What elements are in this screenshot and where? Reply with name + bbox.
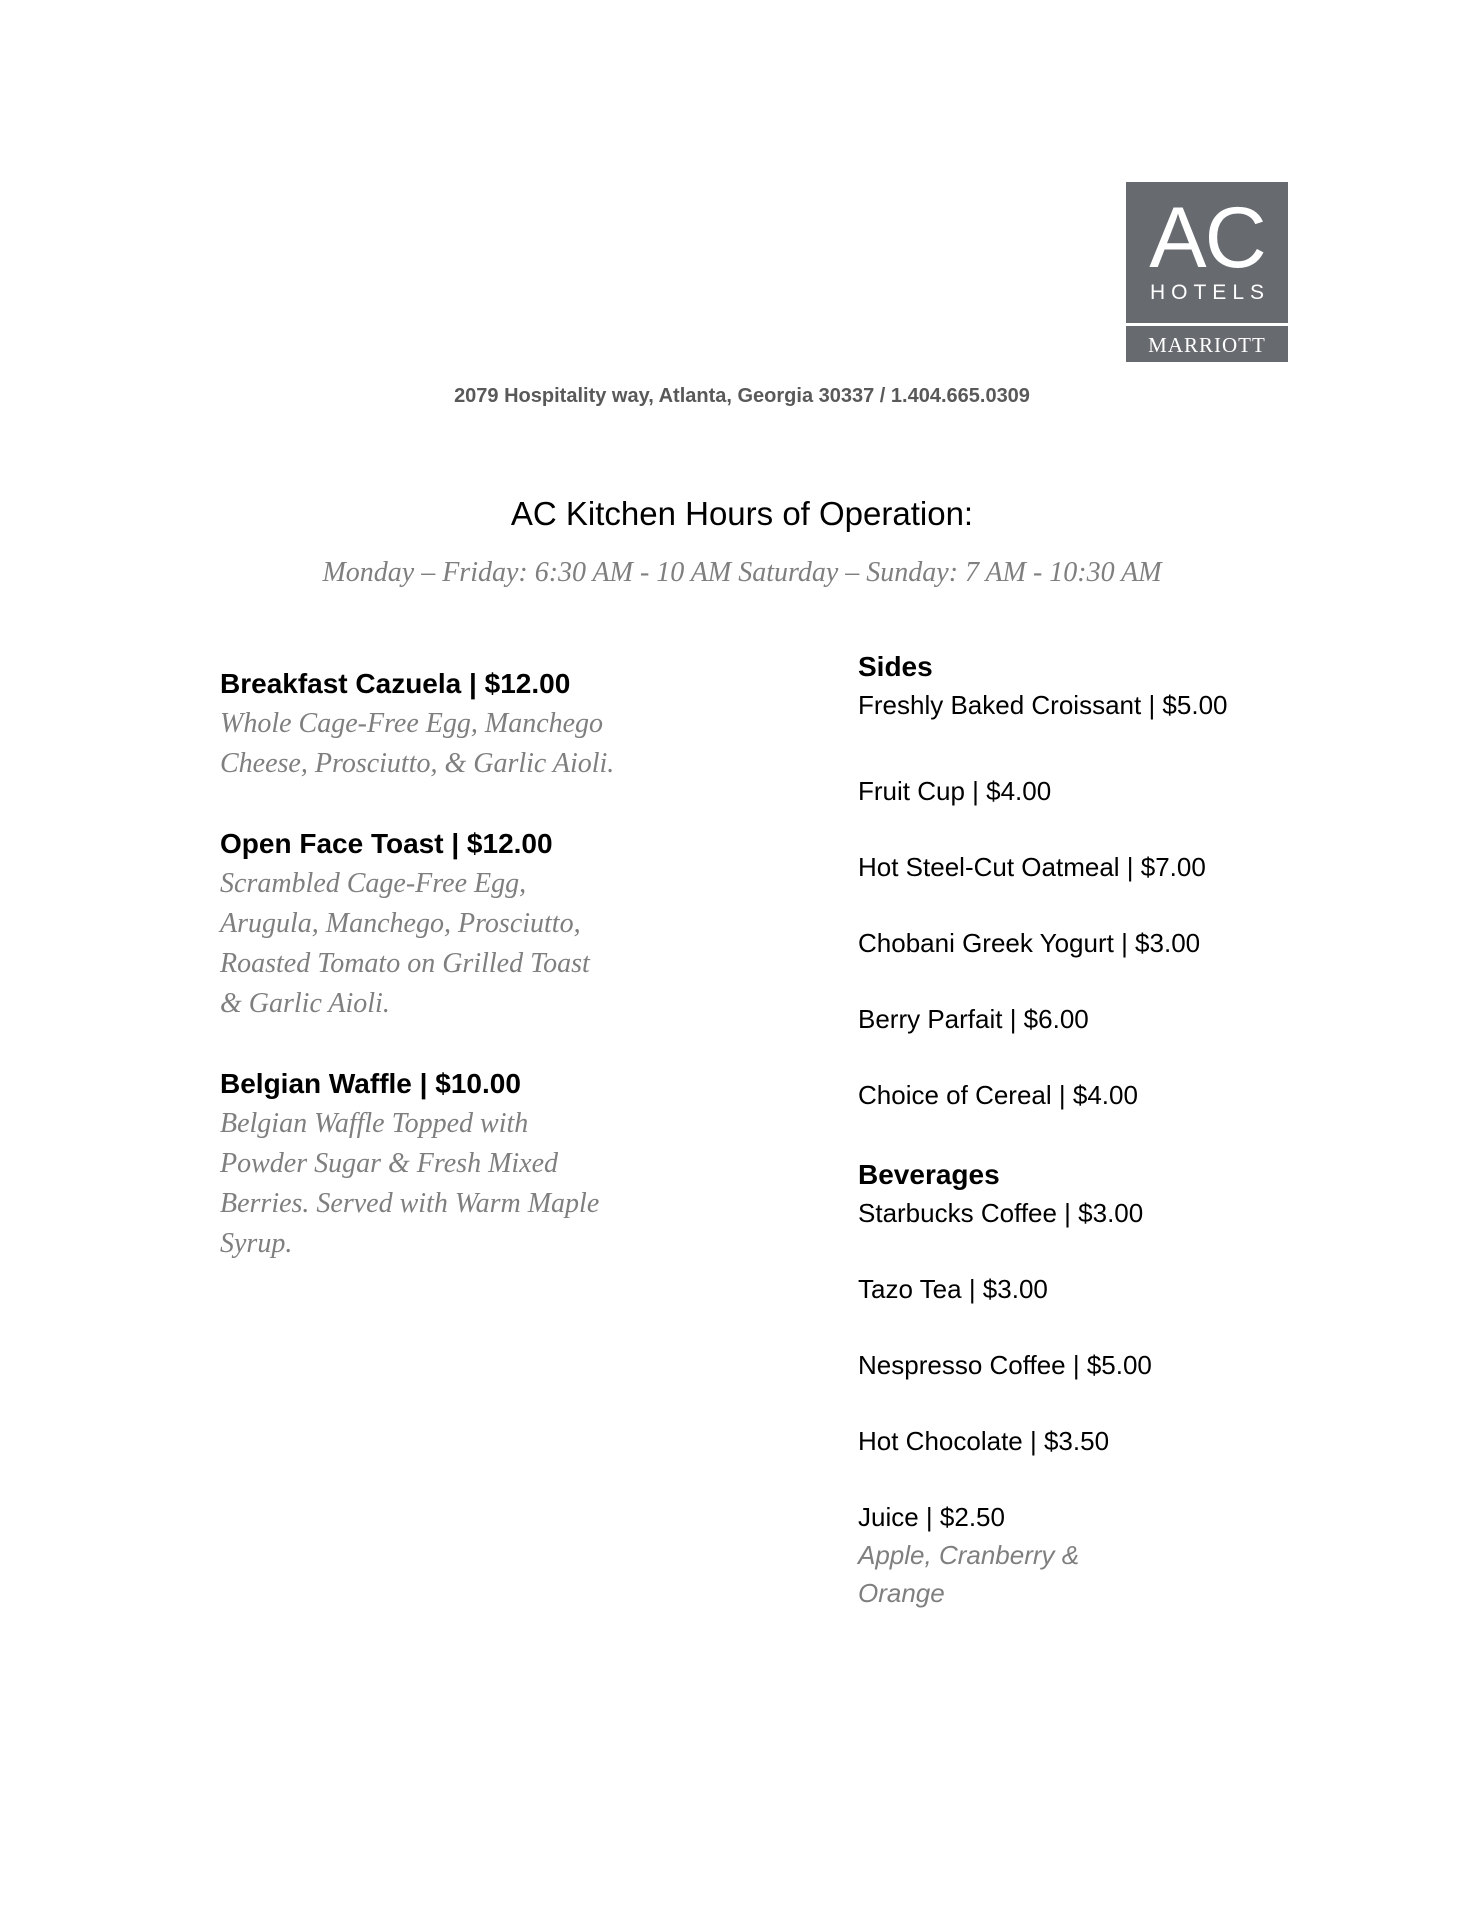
- menu-item-desc-line: Whole Cage-Free Egg, Manchego: [220, 708, 604, 739]
- menu-item-desc-line: Berries. Served with Warm Maple: [220, 1188, 600, 1219]
- side-item: Fruit Cup | $4.00: [858, 776, 1052, 806]
- logo-marriott-text: MARRIOTT: [1148, 333, 1266, 357]
- logo-divider: [1126, 323, 1288, 326]
- menu-item-desc-line: Roasted Tomato on Grilled Toast: [220, 948, 590, 979]
- hours-line: Monday – Friday: 6:30 AM - 10 AM Saturday – Sunday: 7 AM - 10:30 AM: [322, 557, 1162, 588]
- sides-heading: Sides: [858, 651, 933, 682]
- menu-item: [220, 824, 650, 1024]
- menu-item-desc-line: Powder Sugar & Fresh Mixed: [220, 1148, 559, 1179]
- sides-beverages-column: [858, 648, 1298, 1612]
- logo-ac-text: AC: [1149, 190, 1265, 286]
- beverage-item: Hot Chocolate | $3.50: [858, 1426, 1110, 1456]
- menu-item-title: Belgian Waffle | $10.00: [220, 1068, 521, 1099]
- sides-list: [858, 686, 1298, 1114]
- hotel-address: 2079 Hospitality way, Atlanta, Georgia 30337 / 1.404.665.0309: [454, 385, 1030, 407]
- menu-item-desc-line: & Garlic Aioli.: [220, 988, 390, 1019]
- beverage-item: Juice | $2.50: [858, 1502, 1005, 1532]
- hours-title: AC Kitchen Hours of Operation:: [510, 495, 974, 532]
- menu-item-title: Breakfast Cazuela | $12.00: [220, 668, 571, 699]
- beverages-list: [858, 1194, 1298, 1536]
- menu-item-desc-line: Arugula, Manchego, Prosciutto,: [220, 908, 581, 939]
- side-item: Freshly Baked Croissant | $5.00: [858, 690, 1228, 720]
- menu-item-desc-line: Scrambled Cage-Free Egg,: [220, 868, 527, 899]
- ac-hotels-logo: [1126, 182, 1288, 362]
- menu-item-title: Open Face Toast | $12.00: [220, 828, 553, 859]
- beverage-item: Starbucks Coffee | $3.00: [858, 1198, 1144, 1228]
- side-item: Choice of Cereal | $4.00: [858, 1080, 1138, 1110]
- breakfast-column: [220, 664, 650, 1304]
- menu-item-desc-line: Belgian Waffle Topped with: [220, 1108, 529, 1139]
- menu-item-desc-line: Cheese, Prosciutto, & Garlic Aioli.: [220, 748, 615, 779]
- side-item: Berry Parfait | $6.00: [858, 1004, 1089, 1034]
- beverages-heading: Beverages: [858, 1159, 1000, 1190]
- logo-hotels-text: HOTELS: [1149, 281, 1271, 304]
- beverage-item: Nespresso Coffee | $5.00: [858, 1350, 1152, 1380]
- menu-item: [220, 664, 650, 784]
- juice-description: Apple, Cranberry & Orange: [858, 1540, 1080, 1608]
- side-item: Hot Steel-Cut Oatmeal | $7.00: [858, 852, 1206, 882]
- menu-item-desc-line: Syrup.: [220, 1228, 293, 1259]
- menu-item: [220, 1064, 650, 1264]
- beverage-item: Tazo Tea | $3.00: [858, 1274, 1048, 1304]
- side-item: Chobani Greek Yogurt | $3.00: [858, 928, 1201, 958]
